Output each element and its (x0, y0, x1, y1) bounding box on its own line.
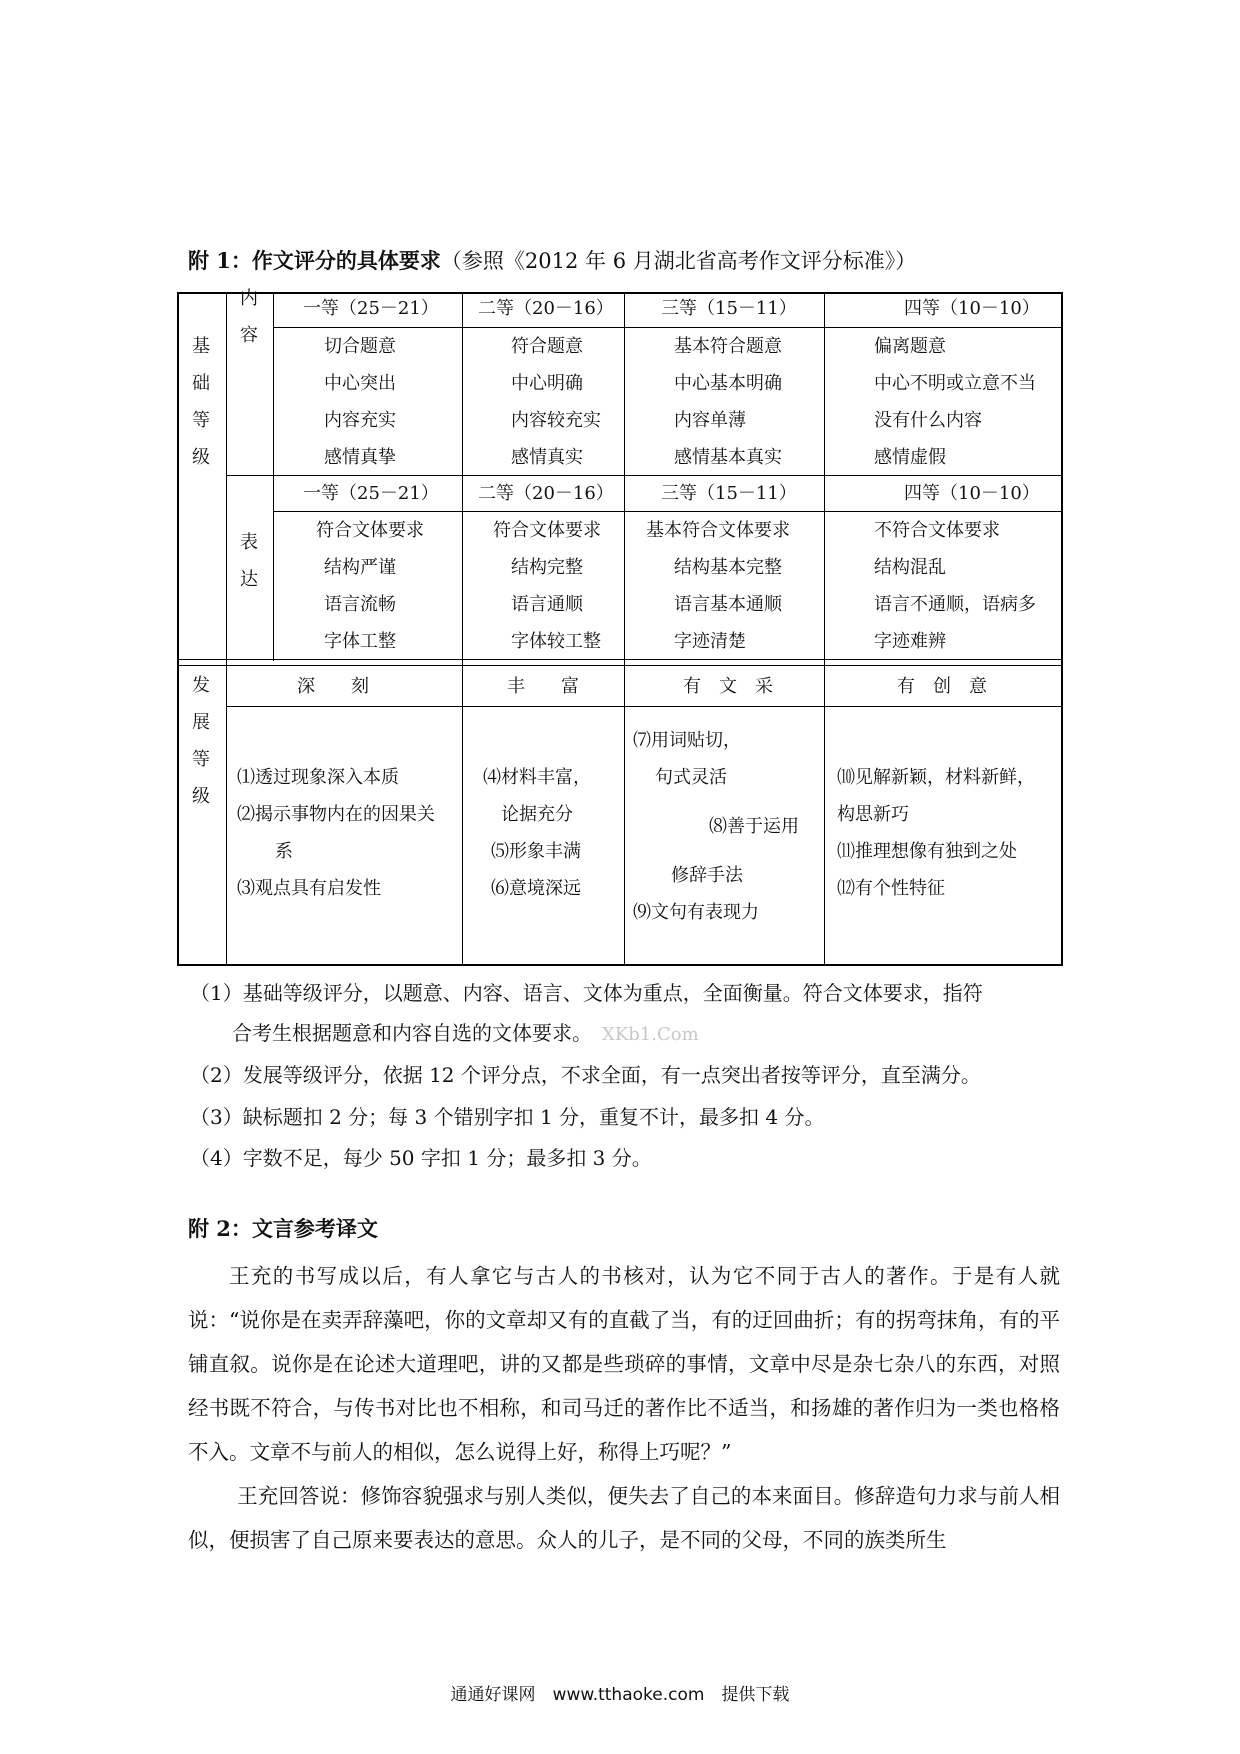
development-level-label: 发展等级 (192, 675, 210, 807)
table-cell-line: 中心明确 (511, 373, 583, 394)
table-cell-line: 符合题意 (511, 336, 583, 357)
expression-grade1 (316, 512, 424, 660)
table-cell-line: 基本符合题意 (674, 336, 782, 357)
table-cell-line: 修辞手法 (671, 865, 743, 886)
table-cell-line: ⑿有个性特征 (837, 878, 945, 899)
table-cell-line: 结构完整 (511, 557, 583, 578)
table-cell-line: ⑾推理想像有独到之处 (837, 841, 1017, 862)
table-cell-line: 中心基本明确 (674, 373, 782, 394)
table-cell-line: 字迹清楚 (674, 631, 746, 652)
table-cell-line: 中心不明或立意不当 (874, 373, 1036, 394)
table-cell-line: 内容充实 (324, 410, 396, 431)
table-cell-line: 内容较充实 (511, 410, 601, 431)
table-cell-line: 语言不通顺，语病多 (874, 594, 1036, 615)
expression-grade4 (874, 512, 1036, 660)
table-cell-line: 句式灵活 (655, 767, 727, 788)
expression-label: 表达 (240, 532, 258, 590)
table-line (824, 292, 825, 964)
note-3: （3）缺标题扣 2 分；每 3 个错别字扣 1 分，重复不计，最多扣 4 分。 (190, 1105, 825, 1129)
expression-grade2 (493, 512, 601, 660)
table-cell-line: 没有什么内容 (874, 410, 982, 431)
table-border-bottom (177, 964, 1063, 966)
table-cell-line: 不符合文体要求 (874, 520, 1000, 541)
table-cell-line: 基本符合文体要求 (646, 520, 790, 541)
table-cell-line: ⑷材料丰富， (483, 767, 591, 788)
content-grade3 (674, 328, 782, 476)
table-cell-line: 系 (275, 841, 293, 862)
expression-grade3 (646, 512, 790, 660)
table-cell-line: 符合文体要求 (493, 520, 601, 541)
table-cell-line: ⑶观点具有启发性 (237, 878, 381, 899)
scoring-table (177, 288, 1063, 966)
appendix2-heading: 附 2：文言参考译文 (188, 1216, 378, 1241)
table-cell-line: 结构基本完整 (674, 557, 782, 578)
table-cell-line: 语言通顺 (511, 594, 583, 615)
table-line (226, 706, 1062, 707)
note-1: （1）基础等级评分，以题意、内容、语言、文体为重点，全面衡量。符合文体要求，指符 (190, 981, 983, 1005)
table-line (462, 292, 463, 964)
table-cell-line: 偏离题意 (874, 336, 946, 357)
table-cell-line: 感情虚假 (874, 447, 946, 468)
table-cell-line: 论据充分 (501, 804, 573, 825)
page-footer: 通通好课网 www.tthaoke.com 提供下载 (450, 1685, 790, 1705)
table-line (624, 292, 625, 964)
table-line (273, 292, 274, 661)
table-cell-line: 字迹难辨 (874, 631, 946, 652)
content-grade2 (511, 328, 601, 476)
note-4: （4）字数不足，每少 50 字扣 1 分；最多扣 3 分。 (190, 1146, 652, 1170)
table-cell-line: 字体较工整 (511, 631, 601, 652)
table-border-left (177, 292, 179, 966)
grade-header: 三等（15－11） (661, 483, 797, 504)
translation-paragraph-2: 王充回答说：修饰容貌强求与别人类似，便失去了自己的本来面目。修辞造句力求与前人相似，便损害了自己原来要表达的意思。众人的儿子，是不同的父母，不同的族类所生 (188, 1484, 1060, 1552)
appendix1-heading (188, 246, 916, 276)
content-grade4 (874, 328, 1036, 476)
note-1-continued (232, 1018, 699, 1050)
table-border-right (1061, 292, 1063, 966)
dev-cell-literary (633, 722, 799, 931)
grade-header: 四等（10－10） (904, 298, 1040, 319)
grade-header: 二等（20－16） (478, 483, 614, 504)
table-line (177, 665, 1063, 666)
note-1-continued-text: 合考生根据题意和内容自选的文体要求。 (232, 1021, 592, 1045)
content-label: 内容 (240, 288, 258, 346)
table-line (226, 292, 227, 964)
table-cell-line: 中心突出 (324, 373, 396, 394)
table-cell-line: 符合文体要求 (316, 520, 424, 541)
grade-header: 一等（25－21） (303, 298, 439, 319)
translation-paragraph-1: 王充的书写成以后，有人拿它与古人的书核对，认为它不同于古人的著作。于是有人就说：“说你是在卖弄辞藻吧，你的文章却又有的直截了当，有的迂回曲折；有的拐弯抹角，有的平铺直叙。说你是在论述大道理吧，讲的又都是些琐碎的事情，文章中尽是杂七杂八的东西，对照经书既不符合，与传书对比也不相称，和司马迁的著作比不适当，和扬雄的著作归为一类也格格不入。文章不与前人的相似，怎么说得上好，称得上巧呢？” (188, 1264, 1060, 1464)
table-cell-line: 结构混乱 (874, 557, 946, 578)
dev-header-rich: 丰 富 (507, 676, 579, 697)
table-cell-line: ⑽见解新颖，材料新鲜， (837, 767, 1035, 788)
table-cell-line: 结构严谨 (324, 557, 396, 578)
dev-header-literary: 有 文 采 (683, 676, 773, 697)
table-cell-line: 感情真实 (511, 447, 583, 468)
grade-header: 二等（20－16） (478, 298, 614, 319)
note-2: （2）发展等级评分，依据 12 个评分点，不求全面，有一点突出者按等评分，直至满分。 (190, 1063, 981, 1087)
dev-header-profound: 深 刻 (297, 676, 369, 697)
table-cell-line: ⑹意境深远 (491, 878, 581, 899)
table-cell-line: 感情真挚 (324, 447, 396, 468)
table-cell-line: 语言流畅 (324, 594, 396, 615)
appendix1-title: 附 1：作文评分的具体要求 (188, 248, 441, 273)
grade-header: 三等（15－11） (661, 298, 797, 319)
watermark-text: XKb1.Com (602, 1024, 699, 1045)
table-cell-line: ⑼文句有表现力 (633, 902, 759, 923)
table-cell-line: ⑵揭示事物内在的因果关 (237, 804, 435, 825)
table-cell-line: ⑻善于运用 (709, 816, 799, 837)
grade-header: 四等（10－10） (904, 483, 1040, 504)
dev-cell-rich (483, 759, 591, 907)
table-cell-line: ⑴透过现象深入本质 (237, 767, 399, 788)
dev-cell-profound (237, 759, 435, 907)
content-grade1 (324, 328, 396, 476)
dev-header-creative: 有 创 意 (897, 676, 987, 697)
table-cell-line: 感情基本真实 (674, 447, 782, 468)
table-cell-line: 构思新巧 (837, 804, 909, 825)
table-cell-line: 内容单薄 (674, 410, 746, 431)
grade-header: 一等（25－21） (303, 483, 439, 504)
appendix1-source: （参照《2012 年 6 月湖北省高考作文评分标准》） (440, 249, 917, 273)
dev-cell-creative (837, 759, 1035, 907)
table-cell-line: ⑸形象丰满 (491, 841, 581, 862)
table-cell-line: 语言基本通顺 (674, 594, 782, 615)
basic-level-label: 基础等级 (192, 336, 210, 468)
table-cell-line: 字体工整 (324, 631, 396, 652)
table-cell-line: 切合题意 (324, 336, 396, 357)
table-cell-line: ⑺用词贴切， (633, 730, 741, 751)
